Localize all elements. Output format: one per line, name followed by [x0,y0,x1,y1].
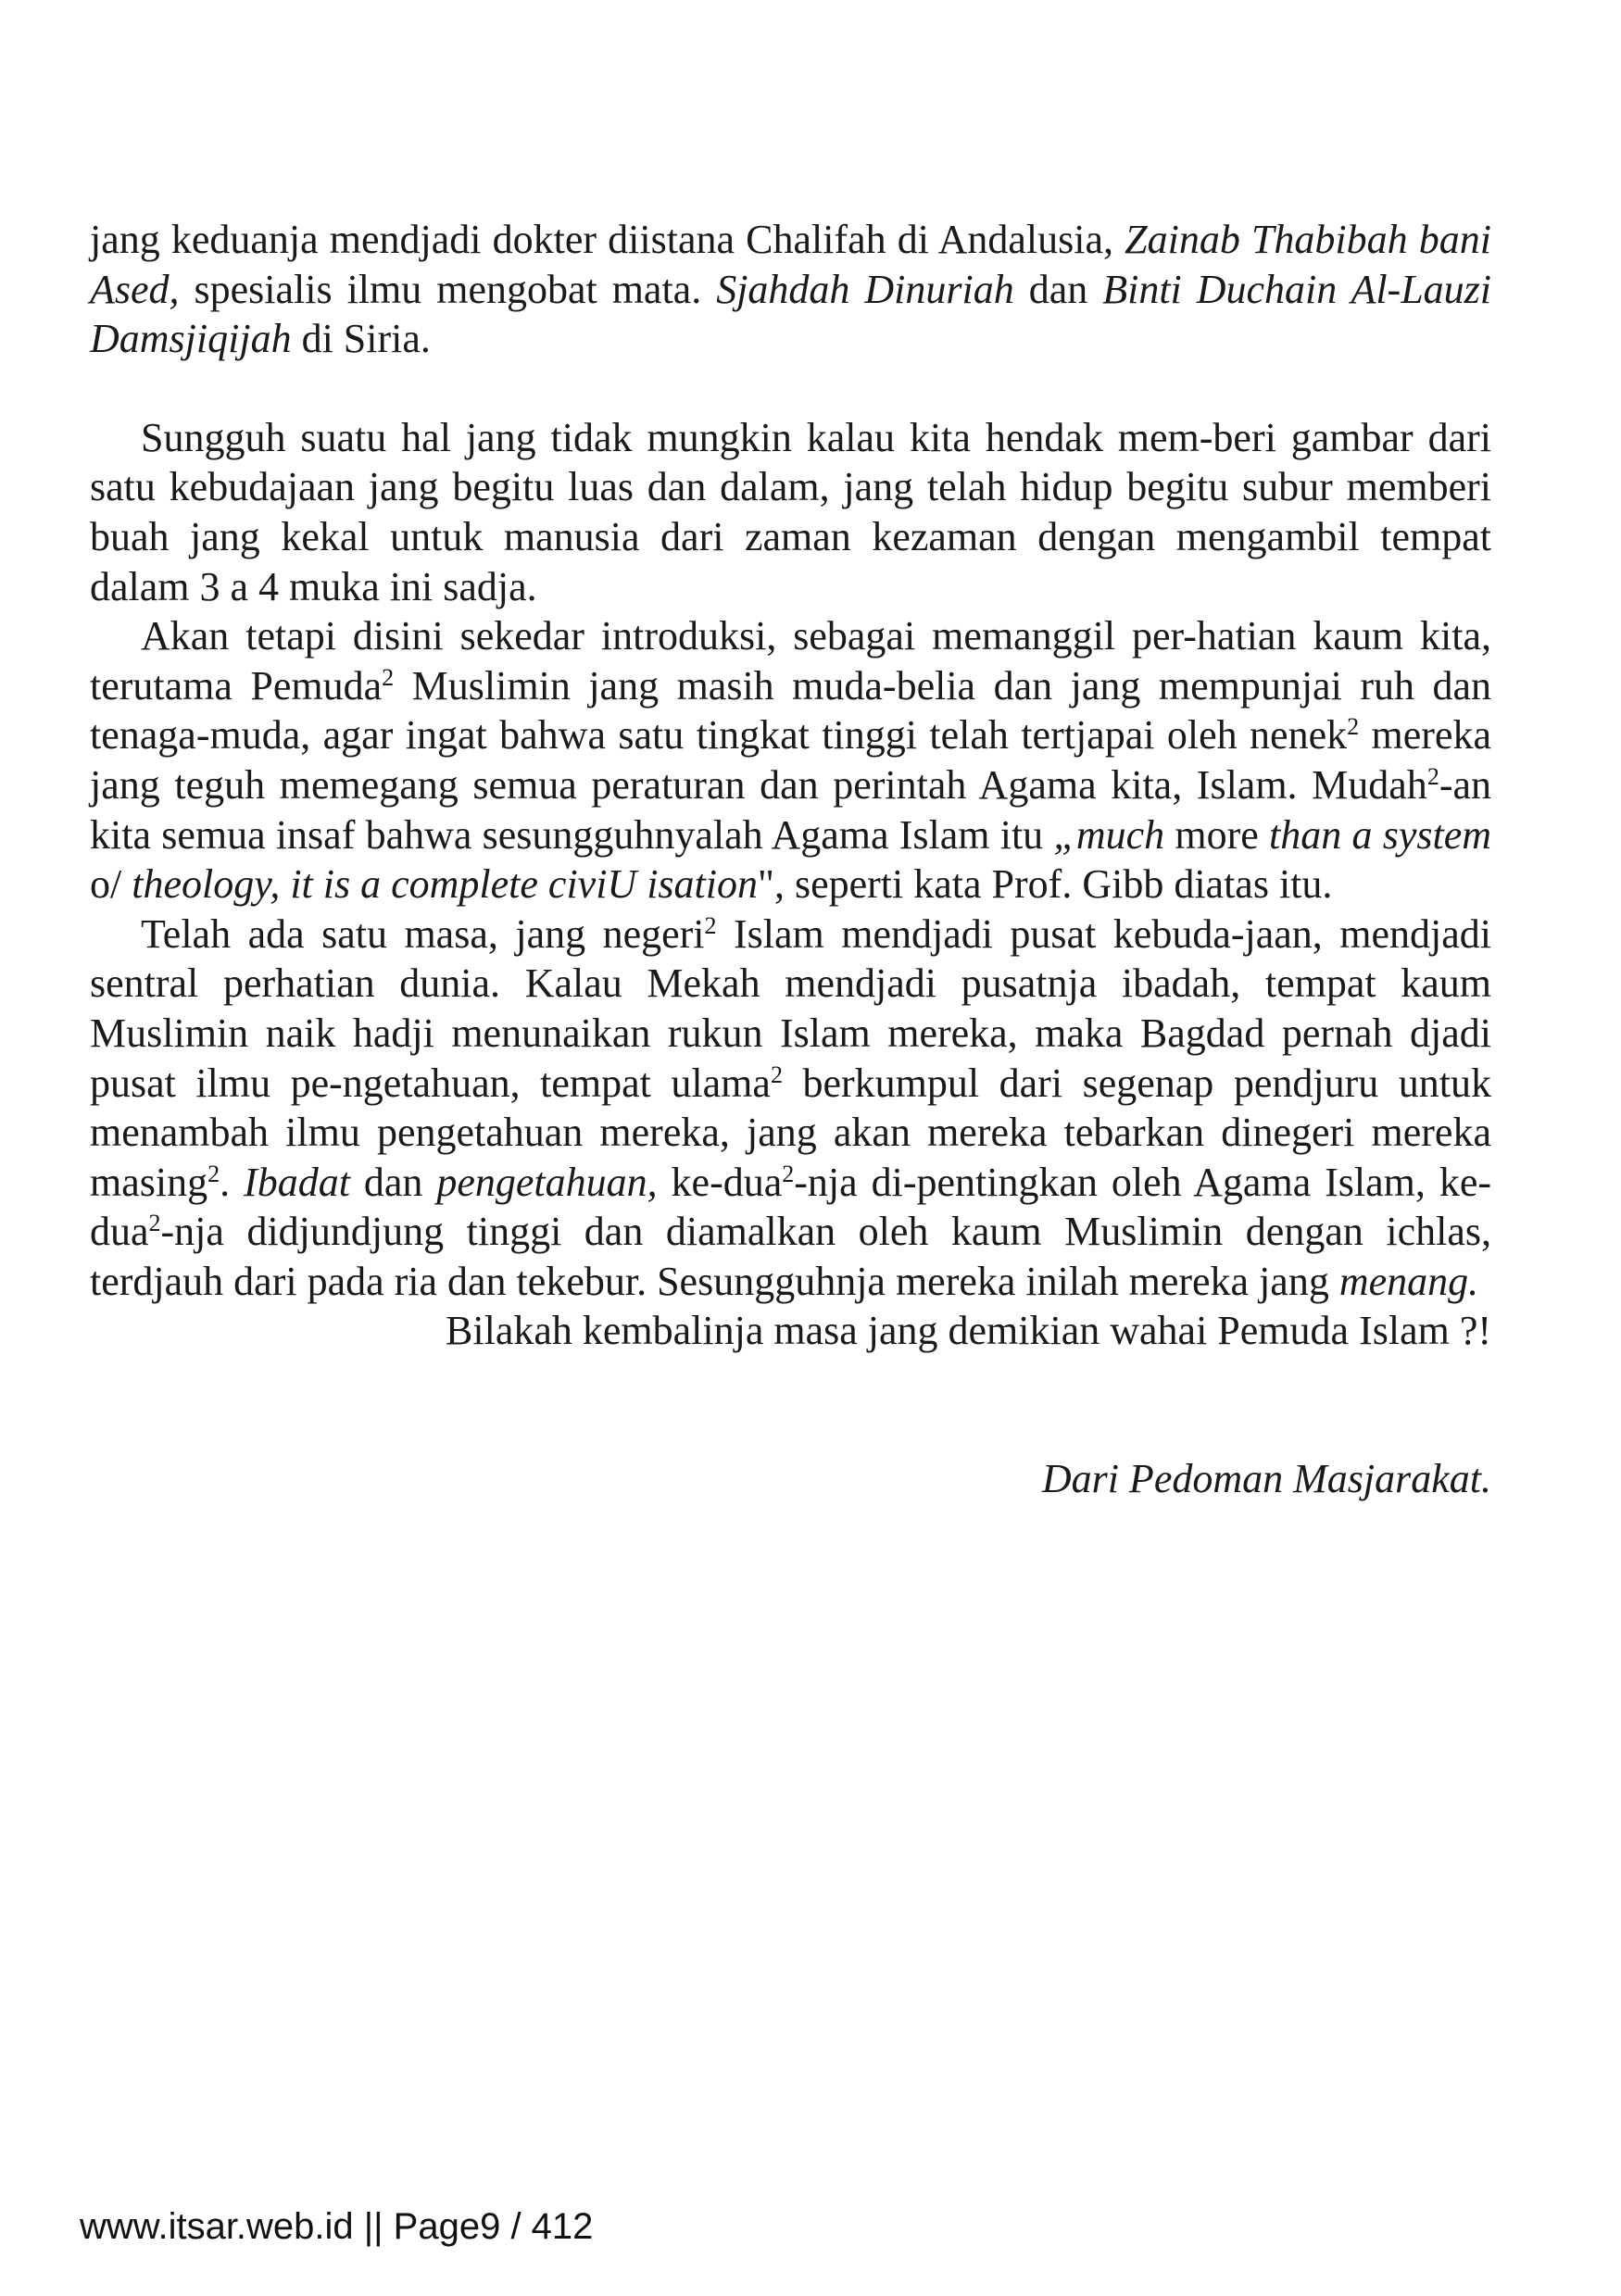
text-run: Telah ada satu masa, jang negeri [141,910,705,957]
italic-name: Binti Duchain Al-Lauzi Damsjiqijah [90,266,1492,362]
text-run: -an kita semua insaf bahwa sesungguhnyalah Agama Islam itu [90,761,1491,858]
italic-name: Sjahdah Dinuriah [716,266,1014,312]
superscript: 2 [1426,762,1439,790]
italic-term: pengetahuan, [436,1159,658,1205]
text-run: Sungguh suatu hal jang tidak mungkin kalau kita hendak mem-beri gambar dari satu kebudajaan jang begitu luas dan dalam, jang telah hidup begitu subur memberi buah jang kekal untuk manusia dari zaman kezaman dengan mengambil tempat dalam 3 a 4 muka ini sadja. [90,414,1491,609]
text-run: di Siria. [291,316,431,362]
text-run: more [1164,811,1270,858]
italic-quote: than a system [1269,811,1492,858]
text-run: -nja di-pentingkan oleh Agama Islam, ke-dua [90,1159,1492,1255]
paragraph-3 [90,611,1491,910]
superscript: 2 [782,1160,795,1187]
italic-quote: theology, it is a complete civiU isation [132,861,759,908]
superscript: 2 [770,1060,783,1088]
text-run: . [220,1159,245,1205]
paragraph-2 [90,413,1491,611]
text-run: spesialis ilmu mengobat mata. [179,266,717,312]
signature: Dari Pedoman Masjarakat. [1041,1456,1491,1502]
text-run: ", seperti kata Prof. Gibb diatas itu. [758,861,1333,908]
paragraph-5 [90,1306,1491,1356]
text-run: mereka jang teguh memegang semua peraturan dan perintah Agama kita, Islam. Mudah [90,712,1491,808]
text-run: dan [1013,266,1103,312]
text-run: Akan tetapi disini sekedar introduksi, sebagai memanggil per-hatian kaum kita, terutama Pemuda [90,613,1491,709]
text-run: -nja didjundjung tinggi dan diamalkan oleh kaum Muslimin dengan ichlas, terdjauh dari pada ria dan tekebur. Sesungguhnja mereka inilah mereka jang [90,1209,1491,1304]
text-run: Islam mendjadi pusat kebuda-jaan, mendjadi sentral perhatian dunia. Kalau Mekah mendjadi pusatnja ibadah, tempat kaum Muslimin naik hadji menunaikan rukun Islam mereka, maka Bagdad pernah djadi pusat ilmu pe-ngetahuan, tempat ulama [90,910,1491,1106]
italic-term: menang. [1338,1258,1479,1304]
text-run: ke-dua [657,1159,783,1205]
italic-name: Zainab Thabibah bani Ased, [90,217,1491,312]
superscript: 2 [704,911,717,939]
text-run: Bilakah kembalinja masa jang demikian wahai Pemuda Islam ?! [446,1308,1491,1354]
text-run: Muslimin jang masih muda-belia dan jang mempunjai ruh dan tenaga-muda, agar ingat bahwa satu tingkat tinggi telah tertjapai oleh nenek [90,662,1491,759]
text-run: o/ [90,861,132,908]
text-run: berkumpul dari segenap pendjuru untuk menambah ilmu pengetahuan mereka, jang akan mereka tebarkan dinegeri mereka masing [90,1060,1491,1205]
superscript: 2 [148,1210,161,1237]
text-run: dan [349,1159,437,1205]
page-footer: www.itsar.web.id || Page9 / 412 [80,2206,594,2247]
paragraph-1 [90,215,1491,364]
italic-quote: „much [1053,811,1165,858]
superscript: 2 [382,663,395,691]
page-body [90,215,1491,1504]
superscript: 2 [1347,713,1360,741]
superscript: 2 [207,1160,220,1187]
italic-term: Ibadat [244,1159,350,1205]
paragraph-4 [90,910,1491,1307]
text-run: jang keduanja mendjadi dokter diistana Chalifah di Andalusia, [90,217,1125,262]
